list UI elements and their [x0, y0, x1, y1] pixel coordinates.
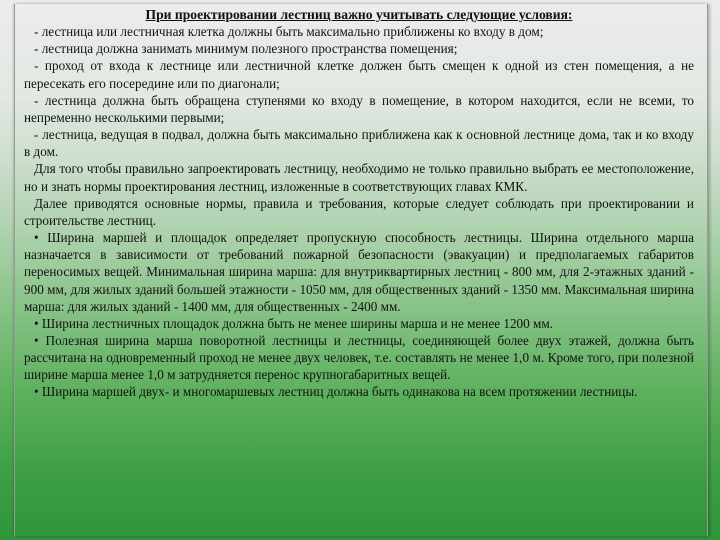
- paragraph-march-width: • Ширина маршей и площадок определяет пропускную способность лестницы. Ширина отдельного марша назначается в зависимости от требований пожарной безопасности (эвакуации) и предполагаемых габаритов переносимых вещей. Минимальная ширина марша: для внутриквартирных лестниц - 800 мм, для 2-этажных зданий - 900 мм, для жилых зданий большей этажности - 1050 мм, для общественных зданий - 1350 мм. Максимальная ширина марша: для жилых зданий - 1400 мм, для общественных - 2400 мм.: [24, 230, 694, 314]
- paragraph-condition-1: - лестница или лестничная клетка должны быть максимально приближены ко входу в дом;: [34, 24, 544, 40]
- paragraph-useful-width: • Полезная ширина марша поворотной лестницы и лестницы, соединяющей более двух этажей, должна быть рассчитана на одновременный проход не менее двух человек, т.е. составлять не менее 1,0 м. Кроме того, при полезной ширине марша менее 1,0 м затрудняется перенос крупногабаритных вещей.: [24, 332, 694, 383]
- paragraph-intro-rules: Далее приводятся основные нормы, правила и требования, которые следует соблюдать при проектировании и строительстве лестниц.: [24, 195, 694, 228]
- paragraph-condition-5: - лестница, ведущая в подвал, должна быть максимально приближена как к основной лестнице дома, так и ко входу в дом.: [24, 127, 694, 160]
- document-title: При проектировании лестниц важно учитывать следующие условия:: [145, 7, 573, 22]
- paragraph-landing-width: • Ширина лестничных площадок должна быть не менее ширины марша и не менее 1200 мм.: [34, 315, 554, 331]
- paragraph-multi-march-width: • Ширина маршей двух- и многомаршевых лестниц должна быть одинакова на всем протяжении лестницы.: [34, 384, 638, 400]
- paragraph-condition-4: - лестница должна быть обращена ступенями ко входу в помещение, в котором находится, если не всеми, то непременно несколькими первыми;: [24, 92, 694, 125]
- document-body: [24, 6, 694, 401]
- paragraph-condition-3: - проход от входа к лестнице или лестничной клетке должен быть смещен к одной из стен помещения, а не пересекать его посередине или по диагонали;: [24, 58, 694, 91]
- paragraph-condition-2: - лестница должна занимать минимум полезного пространства помещения;: [34, 41, 458, 57]
- paragraph-location-norms: Для того чтобы правильно запроектировать лестницу, необходимо не только правильно выбрать ее местоположение, но и знать нормы проектирования лестниц, изложенные в соответствующих главах КМК.: [24, 161, 694, 194]
